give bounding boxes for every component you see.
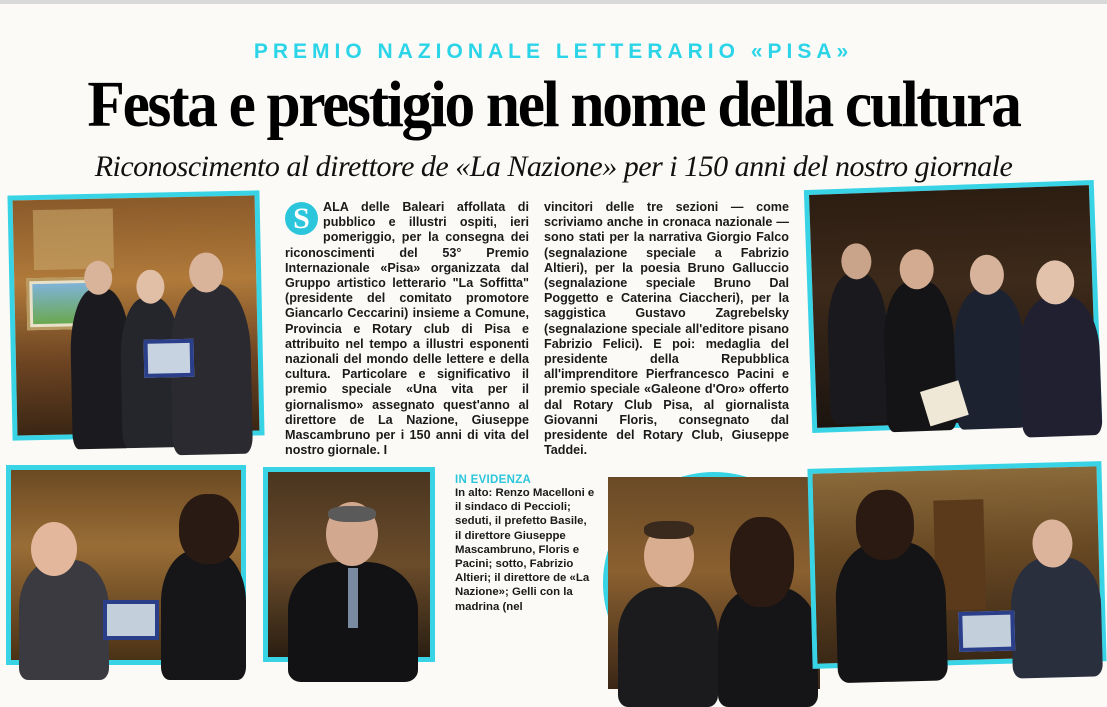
dropcap: S xyxy=(285,202,318,235)
article-text-1: ALA delle Baleari affollata di pubblico e illustri ospiti, ieri pomeriggio, per la consegna dei riconoscimenti del 53° Premio Internazionale «Pisa» organizzata dal Gruppo artistico letterario "La Soffitta" (presidente del comitato promotore Giancarlo Ceccarini) insieme a Comune, Provincia e Rotary club di Pisa e attribuito nel tempo a illustri esponenti nazionali del mondo delle lettere e della cultura. Particolare e significativo il premio speciale «Una vita per il giornalismo» assegnato quest'anno al direttore de La Nazione, Giuseppe Mascambruno per i 150 anni di vita del nostro giornale. I xyxy=(285,200,529,458)
evidence-tag: IN EVIDENZA xyxy=(455,474,532,486)
evidence-caption: In alto: Renzo Macelloni e il sindaco di Peccioli; seduti, il prefetto Basile, il direttore Giuseppe Mascambruno, Floris e Pacini; sotto, Fabrizio Altieri; il direttore de «La Nazione»; Gelli con la madrina (nel xyxy=(455,487,595,613)
article-column-1 xyxy=(285,200,529,458)
evidence-caption-box xyxy=(455,474,595,654)
article-column-2 xyxy=(544,200,789,458)
photo-seated-guests xyxy=(804,180,1102,433)
photo-plaque-handover xyxy=(6,465,246,665)
article-text-2: vincitori delle tre sezioni — come scriviamo anche in cronaca nazionale — sono stati per la narrativa Giorgio Falco (segnalazione speciale a Fabrizio Altieri), per la poesia Bruno Galluccio (segnalazione speciale Bruno Dal Poggetto e Caterina Ciaccheri), per la saggistica Gustavo Zagrebelsky (segnalazione speciale all'editore pisano Fabrizio Felici). E poi: medaglia del presidente della Repubblica all'imprenditore Pierfrancesco Pacini e premio speciale «Galeone d'Oro» offerto dal Rotary Club Pisa, al giornalista Giovanni Floris, consegnato dal presidente del Rotary Club, Giuseppe Taddei. xyxy=(544,200,789,458)
photo-plaque-bottom-right xyxy=(807,461,1106,669)
kicker: PREMIO NAZIONALE LETTERARIO «PISA» xyxy=(253,40,854,63)
headline: Festa e prestigio nel nome della cultura xyxy=(87,68,1020,141)
top-rule xyxy=(0,0,1107,4)
photo-round-vignette xyxy=(603,472,825,694)
photo-award-top-left xyxy=(7,190,264,440)
photo-director-portrait xyxy=(263,467,435,662)
subhead: Riconoscimento al direttore de «La Nazione» per i 150 anni del nostro giornale xyxy=(94,150,1013,183)
